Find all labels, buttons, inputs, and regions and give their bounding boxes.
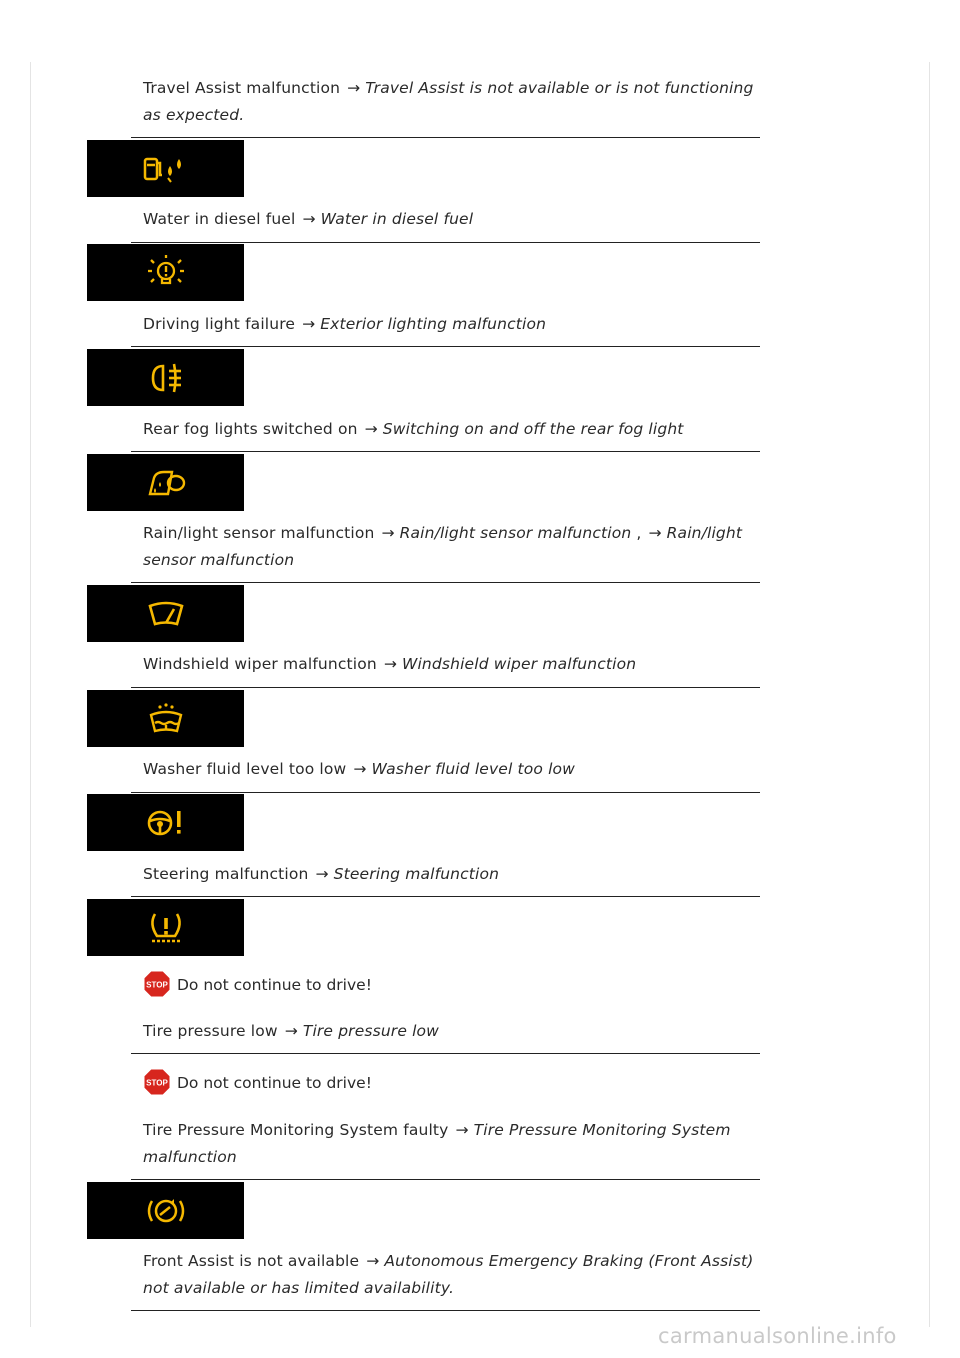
arrow-right-icon[interactable]: → — [366, 1252, 380, 1270]
entry-tpms-faulty — [143, 1117, 758, 1171]
cross-reference-link[interactable]: Washer fluid level too low — [371, 760, 575, 778]
rear-fog-light-icon — [87, 349, 244, 406]
entry-rear-fog-lights — [143, 416, 758, 443]
divider — [131, 137, 760, 138]
divider — [131, 242, 760, 243]
arrow-right-icon[interactable]: → — [383, 655, 397, 673]
arrow-right-icon[interactable]: → — [455, 1121, 469, 1139]
arrow-right-icon[interactable]: → — [284, 1022, 298, 1040]
cross-reference-link[interactable]: Travel Assist is not available or is not functioning as expected. — [143, 79, 754, 124]
entry-label: Tire Pressure Monitoring System faulty — [143, 1121, 449, 1139]
arrow-right-icon[interactable]: → — [347, 79, 361, 97]
entry-tire-pressure-low — [143, 1018, 758, 1045]
entry-rain-light-sensor — [143, 520, 758, 574]
entry-water-in-fuel — [143, 206, 758, 233]
divider — [131, 792, 760, 793]
page-margin-left — [30, 62, 31, 1327]
front-assist-icon — [87, 1182, 244, 1239]
stop-warning-text: Do not continue to drive! — [177, 1073, 372, 1092]
divider — [131, 896, 760, 897]
cross-reference-link[interactable]: Tire pressure low — [302, 1022, 440, 1040]
entry-label: Driving light failure — [143, 315, 296, 333]
cross-reference-link[interactable]: Rain/light sensor malfunction — [399, 524, 632, 542]
cross-reference-link[interactable]: Steering malfunction — [333, 865, 500, 883]
entry-driving-light-failure — [143, 311, 758, 338]
entry-label: Tire pressure low — [143, 1022, 278, 1040]
arrow-right-icon[interactable]: → — [302, 315, 316, 333]
bulb-failure-icon — [87, 244, 244, 301]
page-margin-right — [929, 62, 930, 1327]
entry-label: Front Assist is not available — [143, 1252, 360, 1270]
stop-sign-icon — [143, 970, 171, 1000]
rain-light-sensor-icon — [87, 454, 244, 511]
divider — [131, 1310, 760, 1311]
svg-text:STOP: STOP — [146, 980, 168, 990]
entry-label: Rear fog lights switched on — [143, 420, 358, 438]
washer-fluid-icon — [87, 690, 244, 747]
arrow-right-icon[interactable]: → — [302, 210, 316, 228]
entry-steering-malfunction — [143, 861, 758, 888]
entry-label: Windshield wiper malfunction — [143, 655, 377, 673]
arrow-right-icon[interactable]: → — [315, 865, 329, 883]
stop-warning — [143, 970, 783, 1000]
entry-label: Steering malfunction — [143, 865, 309, 883]
cross-reference-link[interactable]: Tire Pressure Monitoring System malfunction — [143, 1121, 731, 1166]
entry-windshield-wiper — [143, 651, 758, 678]
entry-label: Water in diesel fuel — [143, 210, 296, 228]
divider — [131, 1053, 760, 1054]
watermark: carmanualsonline.info — [658, 1324, 897, 1348]
entry-label: Travel Assist malfunction — [143, 79, 341, 97]
divider — [131, 346, 760, 347]
cross-reference-link[interactable]: Rain/light sensor malfunction — [143, 524, 743, 569]
windshield-wiper-icon — [87, 585, 244, 642]
divider — [131, 582, 760, 583]
entry-label: Rain/light sensor malfunction — [143, 524, 375, 542]
cross-reference-link[interactable]: Windshield wiper malfunction — [402, 655, 637, 673]
arrow-right-icon[interactable]: → — [353, 760, 367, 778]
entry-travel-assist — [143, 75, 758, 129]
cross-reference-link[interactable]: Autonomous Emergency Braking (Front Assist) not available or has limited availability. — [143, 1252, 754, 1297]
entry-label: Washer fluid level too low — [143, 760, 347, 778]
water-in-fuel-icon — [87, 140, 244, 197]
stop-warning-text: Do not continue to drive! — [177, 975, 372, 994]
divider — [131, 687, 760, 688]
arrow-right-icon[interactable]: → — [381, 524, 395, 542]
svg-text:STOP: STOP — [146, 1078, 168, 1088]
divider — [131, 1179, 760, 1180]
arrow-right-icon[interactable]: → — [364, 420, 378, 438]
tire-pressure-icon — [87, 899, 244, 956]
cross-reference-link[interactable]: Switching on and off the rear fog light — [382, 420, 684, 438]
steering-malfunction-icon — [87, 794, 244, 851]
entry-front-assist — [143, 1248, 758, 1302]
stop-warning — [143, 1068, 783, 1098]
arrow-right-icon[interactable]: → — [648, 524, 662, 542]
stop-sign-icon — [143, 1068, 171, 1098]
divider — [131, 451, 760, 452]
cross-reference-link[interactable]: Exterior lighting malfunction — [320, 315, 547, 333]
entry-washer-fluid — [143, 756, 758, 783]
separator: , — [631, 524, 642, 542]
cross-reference-link[interactable]: Water in diesel fuel — [320, 210, 474, 228]
